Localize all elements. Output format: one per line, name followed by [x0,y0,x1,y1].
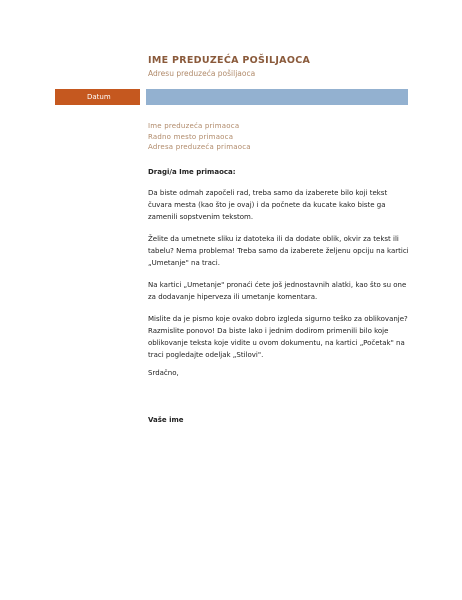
recipient-address[interactable]: Adresa preduzeća primaoca [148,143,251,151]
recipient-position[interactable]: Radno mesto primaoca [148,132,234,141]
closing[interactable]: Srdačno, [148,369,179,377]
recipient-company[interactable]: Ime preduzeća primaoca [148,122,240,130]
sender-company-address[interactable]: Adresu preduzeća pošiljaoca [148,69,256,78]
date-field[interactable]: Datum [87,93,111,101]
body-paragraph-4[interactable]: Mislite da je pismo koje ovako dobro izgleda sigurno teško za oblikovanje? Razmislite ponovo! Da biste lako i jednim dodirom primenili bilo koje oblikovanje teksta koje vidite u ovom dokumentu, na kartici „Početak" na traci pogledajte odeljak „Stilovi". [148,315,408,359]
decorative-blue-bar [146,89,408,105]
salutation[interactable]: Dragi/a Ime primaoca: [148,168,236,176]
body-paragraph-2[interactable]: Želite da umetnete sliku iz datoteka ili da dodate oblik, okvir za tekst ili tabelu? Nema problema! Treba samo da izaberete željenu opciju na kartici „Umetanje" na traci. [148,235,409,267]
recipient-block [148,121,408,153]
body-paragraph-1[interactable]: Da biste odmah započeli rad, treba samo da izaberete bilo koji tekst čuvara mesta (kao što je ovaj) i da počnete da kucate kako biste ga zamenili sopstvenim tekstom. [148,189,388,221]
sender-block [148,54,428,80]
sender-company-name[interactable]: IME PREDUZEĆA POŠILJAOCA [148,55,311,66]
letter-body [148,167,410,371]
signature-name[interactable]: Vaše ime [148,416,184,424]
body-paragraph-3[interactable]: Na kartici „Umetanje" pronaći ćete još jednostavnih alatki, kao što su one za dodavanje hiperveza ili umetanje komentara. [148,281,407,301]
